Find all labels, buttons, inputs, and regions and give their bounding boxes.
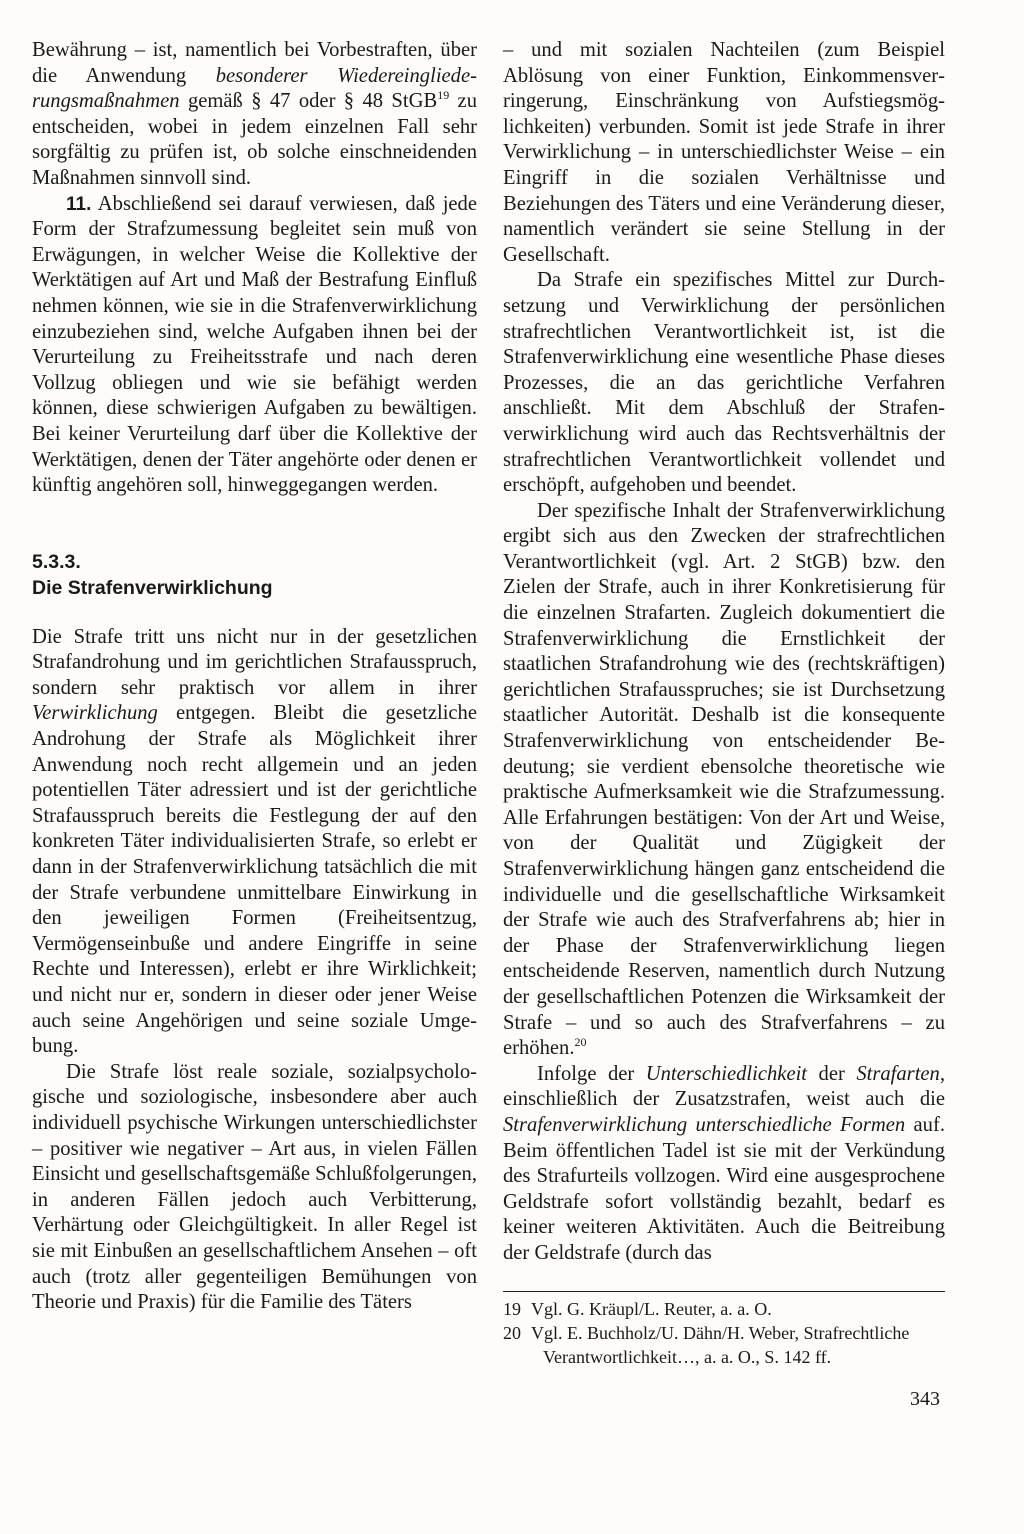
footnote-ref-19[interactable]: 19 (437, 88, 450, 103)
page-number: 343 (910, 1388, 940, 1410)
right-column (503, 38, 945, 1267)
section-number: 5.3.3. (32, 550, 81, 573)
paragraph: Bewährung – ist, namentlich bei Vorbestraften, über die Anwendung besonderer Wiedereingliederungsmaßnahmen gemäß § 47 oder § 48 StGB$^{19}$ zu entscheiden, wobei in jedem einzelnen Fall sehr sorgfältig zu prüfen ist, ob solche einschneidenden Maßnahmen sinnvoll sind. (32, 39, 477, 189)
footnote-19: 19 Vgl. G. Kräupl/L. Reuter, a. a. O. (503, 1299, 772, 1319)
left-column (32, 38, 477, 1316)
paragraph: Die Strafe tritt uns nicht nur in der gesetzlichen Strafandrohung und im gerichtlichen Strafausspruch, sondern sehr praktisch vor allem in ihrer Verwirklichung entgegen. Bleibt die gesetzliche Androhung der Strafe als Möglichkeit ihrer Anwendung noch recht allgemein und an jeden potentiellen Täter adressiert und ist der gerichtliche Strafausspruch bereits die Festlegung der auf den konkreten Täter individualisierten Strafe, so erlebt er dann in der Strafenverwirklichung tatsächlich die mit der Strafe verbundene unmittelbare Einwirkung in den jeweiligen Formen (Freiheitsentzug, Vermögenseinbuße und andere Eingriffe in seine Rechte und Interessen), erlebt er ihre Wirklichkeit; und nicht nur er, sondern in dieser oder jener Weise auch seine Angehörigen und seine soziale Umgebung. (32, 625, 477, 1058)
footnotes (503, 1297, 945, 1369)
footnote-ref-20[interactable]: 20 (574, 1035, 587, 1050)
paragraph: Der spezifische Inhalt der Strafenverwirklichung ergibt sich aus den Zwecken der strafrechtlichen Verantwortlichkeit (vgl. Art. 2 StGB) bzw. den Zielen der Strafe, auch in ihrer Konkretisierung für die einzelnen Strafarten. Zugleich dokumentiert die Strafenverwirklichung die Ernstlichkeit der staatlichen Strafandrohung wie des (rechtskräftigen) gerichtlichen Strafausspruches; sie ist Durchsetzung staatlicher Autorität. Deshalb ist die konsequente Strafenverwirklichung von entscheidender Bedeutung; sie verdient ebensolche theoretische wie praktische Aufmerksamkeit wie die Strafzumessung. Alle Erfahrungen bestätigen: Von der Art und Weise, von der Qualität und Zügigkeit der Strafenverwirklichung hängen ganz entscheidend die individuelle und die gesellschaftliche Wirksamkeit der Strafe wie auch des Strafverfahrens ab; hier in der Phase der Strafenverwirklichung liegen entscheidende Reserven, namentlich durch Nutzung der gesellschaftlichen Potenzen die Wirksamkeit der Strafe – und so auch des Strafverfahrens – zu erhöhen.$^{20}$ (503, 499, 945, 1060)
paragraph: – und mit sozialen Nachteilen (zum Beispiel Ablösung von einer Funktion, Einkommensverringerung, Einschränkung von Aufstiegsmöglichkeiten) verbunden. Somit ist jede Strafe in ihrer Verwirklichung – in unterschiedlichster Weise – ein Eingriff in die sozialen Verhältnisse und Beziehungen des Täters und eine Veränderung dieser, namentlich verändert sie seine Stellung in der Gesellschaft. (503, 39, 945, 266)
paragraph-11: 11. Abschließend sei darauf verwiesen, daß jede Form der Strafzumessung begleitet sein muß von Erwägungen, in welcher Weise die Kollektive der Werktätigen auf Art und Maß der Bestrafung Einfluß nehmen können, wie sie in die Strafenverwirklichung einzubeziehen sind, welche Aufgaben ihnen bei der Verurteilung zu Freiheitsstrafe und nach deren Vollzug obliegen und wie sie befähigt werden können, diese schwierigen Aufgaben zu bewältigen. Bei keiner Verurteilung darf über die Kollektive der Werktätigen, denen der Täter angehörte oder denen er künftig angehören soll, hinweggegangen werden. (32, 192, 477, 497)
paragraph: Infolge der Unterschiedlichkeit der Strafarten, einschließlich der Zusatzstrafen, weist auch die Strafenverwirklichung unterschiedliche Formen auf. Beim öffentlichen Tadel ist sie mit der Verkündung des Strafurteils vollzogen. Wird eine ausgesprochene Geldstrafe sofort vollständig bezahlt, bedarf es keiner weiteren Aktivitäten. Auch die Beitreibung der Geldstrafe (durch das (503, 1062, 945, 1264)
paragraph-number: 11. (66, 193, 92, 215)
paragraph: Da Strafe ein spezifisches Mittel zur Durchsetzung und Verwirklichung der persönlichen strafrechtlichen Verantwortlichkeit ist, ist die Strafenverwirklichung eine wesentliche Phase dieses Prozesses, die an das gerichtliche Verfahren anschließt. Mit dem Abschluß der Strafenverwirklichung wird auch das Rechtsverhältnis der strafrechtlichen Verantwortlichkeit vollendet und erschöpft, aufgehoben und beendet. (503, 269, 945, 497)
paragraph: Die Strafe löst reale soziale, sozialpsychologische und soziologische, insbesondere aber auch individuell psychische Wirkungen unterschiedlichster – positiver wie negativer – Art aus, in vielen Fällen Einsicht und gesellschaftsgemäße Schlußfolgerungen, in anderen Fällen jedoch auch Verbitterung, Verhärtung oder Gleichgültigkeit. In aller Regel ist sie mit Einbußen an gesellschaftlichem Ansehen – oft auch (trotz aller gegenteiligen Bemühungen von Theorie und Praxis) für die Familie des Täters (32, 1060, 477, 1314)
section-heading (32, 549, 477, 601)
footnote-20: 20 Vgl. E. Buchholz/U. Dähn/H. Weber, Strafrechtliche Verantwortlichkeit…, a. a. O., S. 142 ff. (503, 1323, 910, 1367)
footnote-divider (503, 1291, 945, 1292)
section-title: Die Strafenverwirklichung (32, 576, 273, 599)
